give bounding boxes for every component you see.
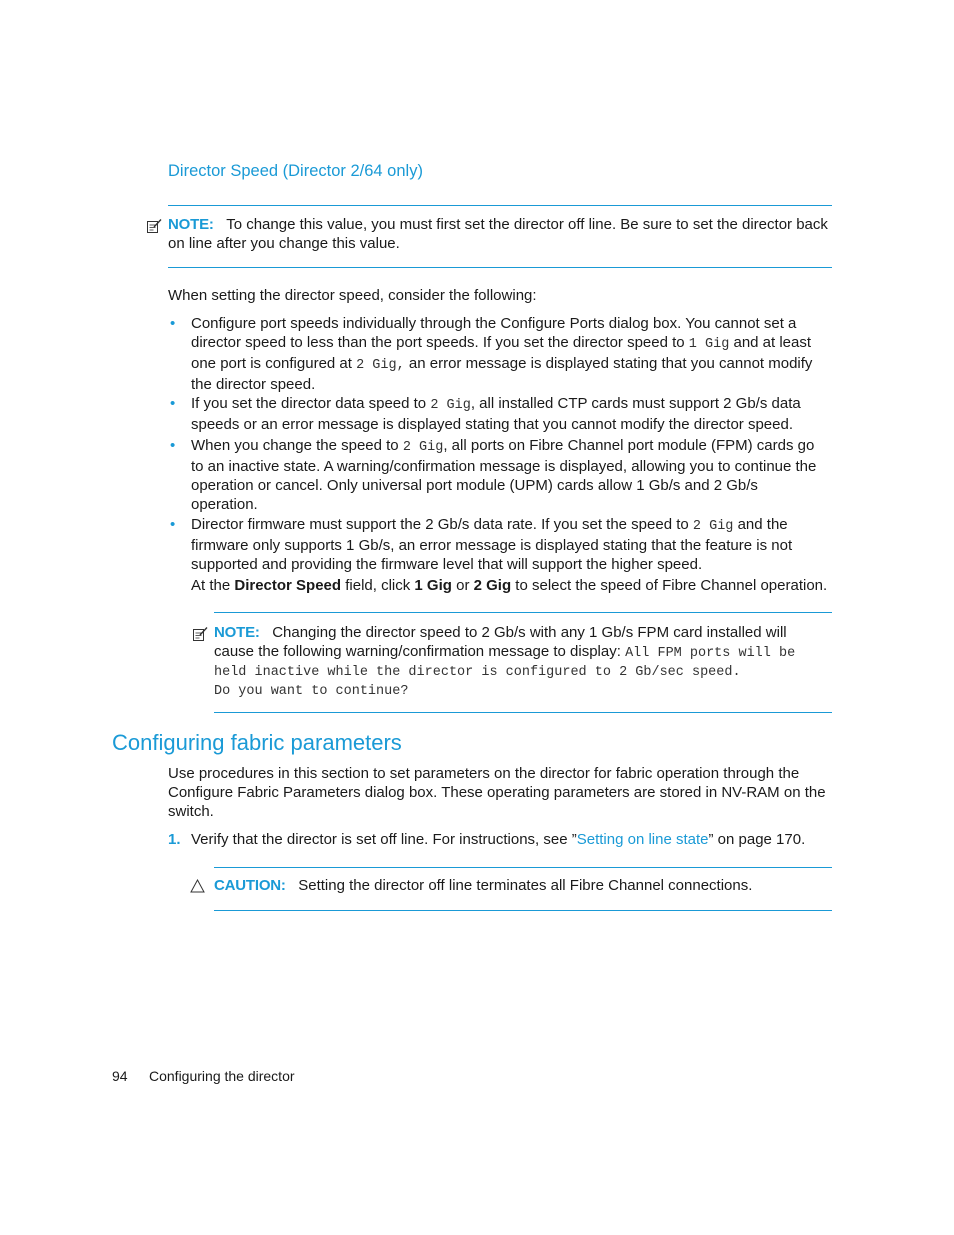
bullet-item — [191, 515, 831, 574]
bullet-line: If you set the director data speed to — [191, 395, 431, 412]
section-paragraph — [168, 764, 838, 821]
caution-label: CAUTION: — [214, 877, 286, 894]
caution-text: Setting the director off line terminates all Fibre Channel connections. — [298, 877, 753, 894]
bullet-dot: • — [170, 437, 176, 454]
bullet-line: an error message is displayed stating that you cannot modify — [404, 355, 813, 372]
bullet-line: and at least — [729, 334, 812, 351]
caution-bottom-rule — [214, 910, 832, 911]
bullet-line: Director firmware must support the 2 Gb/s data rate. If you set the speed to — [191, 516, 693, 533]
bullet-line: firmware only supports 1 Gb/s, an error message is displayed stating that the feature is not — [191, 537, 793, 554]
bullet-line: one port is configured at — [191, 355, 357, 372]
bullet-line: director speed to less than the port speeds. If you set the director speed to — [191, 334, 689, 351]
field-name: Director Speed — [234, 577, 342, 594]
instruction-part: field, click — [341, 577, 415, 594]
bullet-item — [191, 314, 831, 394]
caution-top-rule — [214, 867, 832, 868]
bullet-dot: • — [170, 516, 176, 533]
instruction-part: to select the speed of Fibre Channel operation. — [511, 577, 828, 594]
caution-triangle-icon — [190, 879, 205, 893]
note1-top-rule — [168, 205, 832, 206]
bullet-line: operation. — [191, 496, 258, 513]
instruction-text — [191, 576, 841, 595]
paragraph-line: Configure Fabric Parameters dialog box. These operating parameters are stored in NV-RAM on the — [168, 784, 826, 801]
note-icon — [192, 626, 208, 642]
intro-text: When setting the director speed, consider the following: — [168, 287, 537, 304]
note-icon — [146, 218, 162, 234]
paragraph-line: switch. — [168, 803, 214, 820]
note2-top-rule — [214, 612, 832, 613]
code-text: 2 Gig, — [356, 358, 405, 373]
code-text: 2 Gig — [430, 398, 471, 413]
bullet-line: and the — [733, 516, 788, 533]
bullet-line: , all installed CTP cards must support 2 Gb/s data — [470, 395, 801, 412]
page-number: 94 — [112, 1068, 128, 1084]
note1-text: To change this value, you must first set the director off line. Be sure to set the director back — [226, 216, 828, 233]
bullet-item — [191, 394, 831, 434]
note2 — [214, 623, 834, 701]
subheading: Director Speed (Director 2/64 only) — [168, 162, 423, 180]
step-text-part: ” on page 170. — [708, 831, 806, 848]
note2-text: cause the following warning/confirmation message to display: — [214, 643, 626, 660]
step-number: 1. — [168, 831, 181, 848]
section-heading: Configuring fabric parameters — [112, 730, 402, 755]
bullet-line: speeds or an error message is displayed stating that you cannot modify the director speed. — [191, 416, 793, 433]
footer-title: Configuring the director — [149, 1068, 295, 1084]
option-1-gig: 1 Gig — [414, 577, 452, 594]
bullet-line: When you change the speed to — [191, 437, 403, 454]
bullet-line: , all ports on Fibre Channel port module (FPM) cards go — [443, 437, 815, 454]
bullet-line: operation or cancel. Only universal port module (UPM) cards allow 1 Gb/s and 2 Gb/s — [191, 477, 758, 494]
step-text — [191, 830, 841, 849]
code-text: 2 Gig — [402, 440, 444, 455]
code-text: Do you want to continue? — [214, 684, 409, 699]
paragraph-line: Use procedures in this section to set parameters on the director for fabric operation through the — [168, 765, 800, 782]
note1 — [168, 215, 832, 253]
note1-bottom-rule — [168, 267, 832, 268]
note2-text: Changing the director speed to 2 Gb/s with any 1 Gb/s FPM card installed will — [272, 624, 787, 641]
option-2-gig: 2 Gig — [473, 577, 512, 594]
bullet-line: to an inactive state. A warning/confirmation message is displayed, allowing you to continue the — [191, 458, 817, 475]
note1-label: NOTE: — [168, 216, 214, 233]
bullet-dot: • — [170, 395, 176, 412]
bullet-line: supported and providing the firmware level that will support the higher speed. — [191, 556, 703, 573]
note1-text-cont: on line after you change this value. — [168, 235, 400, 252]
note2-label: NOTE: — [214, 624, 260, 641]
bullet-line: the director speed. — [191, 376, 316, 393]
instruction-part: At the — [191, 577, 235, 594]
bullet-dot: • — [170, 315, 176, 332]
caution — [214, 876, 834, 895]
note2-bottom-rule — [214, 712, 832, 713]
code-text: held inactive while the director is configured to 2 Gb/sec speed. — [214, 665, 741, 680]
step-text-part: Verify that the director is set off line. For instructions, see ” — [191, 831, 577, 848]
code-text: All FPM ports will be — [625, 646, 796, 661]
code-text: 2 Gig — [692, 519, 734, 534]
bullet-line: Configure port speeds individually through the Configure Ports dialog box. You cannot set a — [191, 315, 797, 332]
bullet-item — [191, 436, 831, 514]
setting-on-line-state-link[interactable]: Setting on line state — [576, 831, 709, 848]
instruction-part: or — [451, 577, 474, 594]
code-text: 1 Gig — [688, 337, 730, 352]
